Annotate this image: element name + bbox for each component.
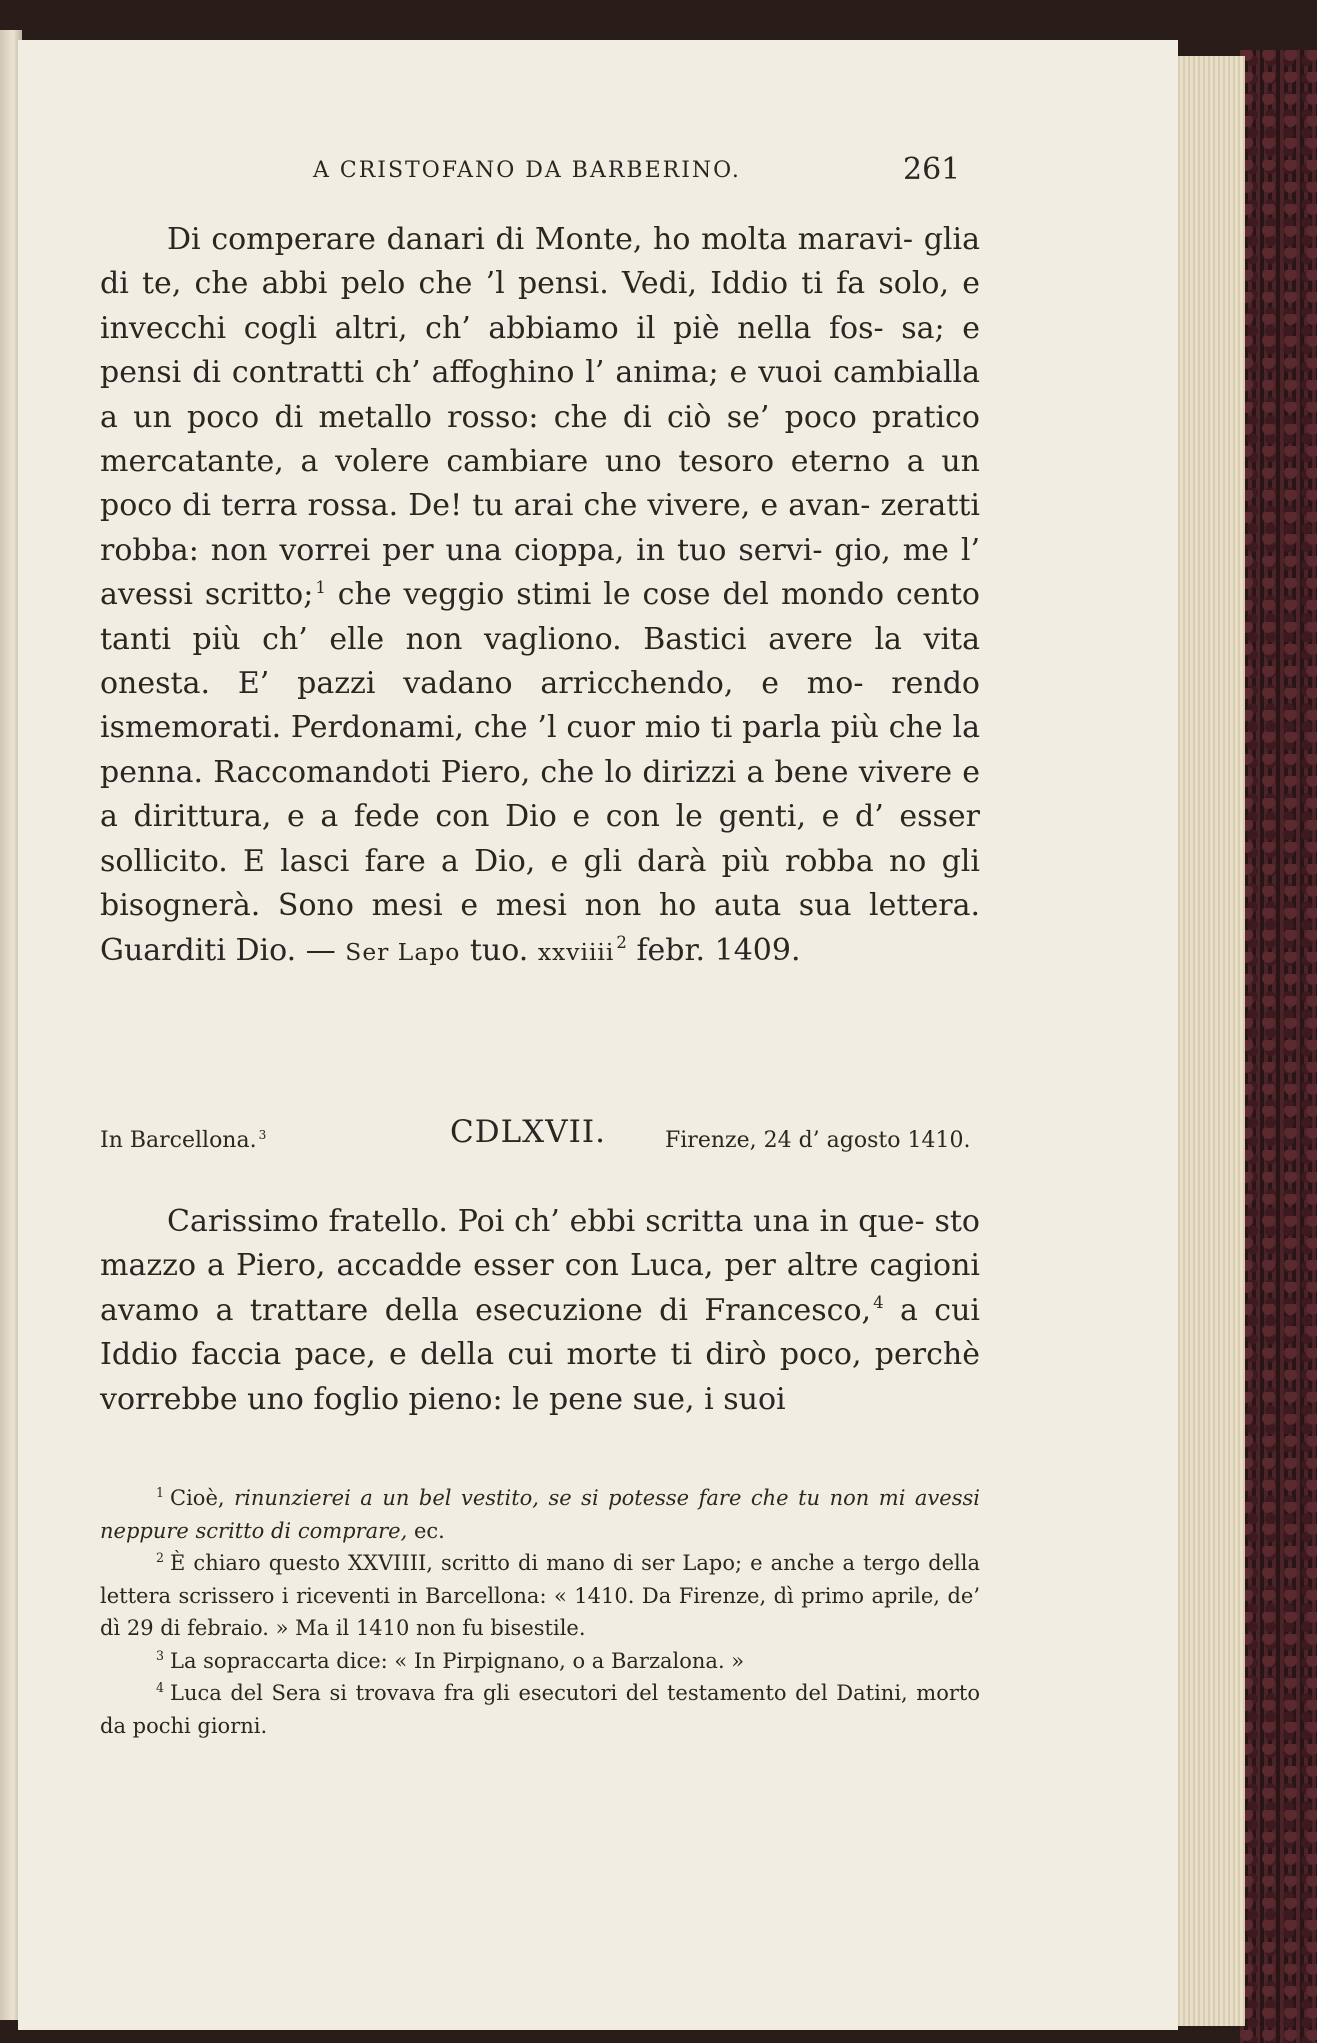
- recipient-place: In Barcellona. $^3$: [100, 1127, 267, 1153]
- roman-date: xxviiii: [537, 937, 615, 966]
- page-number: 261: [903, 152, 961, 187]
- letter-continuation: [100, 218, 980, 974]
- footnote-ref-2: 2: [616, 932, 627, 952]
- paragraph: Carissimo fratello. Poi ch’ ebbi scritta una in que- sto mazzo a Piero, accadde esser con Luca, per altre cagioni avamo a trattare della esecuzione di Francesco, $^4$ a cui Iddio faccia pace, e della cui morte ti dirò poco, perchè vorrebbe uno foglio pieno: le pene sue, i suoi: [100, 1204, 980, 1417]
- letter-date: Firenze, 24 d’ agosto 1410.: [665, 1128, 971, 1153]
- letter-body: [100, 1200, 980, 1422]
- book-page: [18, 40, 1178, 2030]
- letter-number: CDLXVII.: [450, 1114, 606, 1150]
- footnote-4: $^4$ Luca del Sera si trovava fra gli esecutori del testamento del Datini, morto da pochi giorni.: [100, 1680, 980, 1738]
- signature: Ser Lapo: [345, 937, 461, 966]
- footnote-1: $^1$ Cioè, rinunzierei a un bel vestito, se si potesse fare che tu non mi avessi neppure scritto di comprare, ec.: [100, 1485, 980, 1543]
- footnote-3: $^3$ La sopraccarta dice: « In Pirpignano, o a Barzalona. »: [156, 1647, 745, 1673]
- footnote-2: $^2$ È chiaro questo XXVIIII, scritto di mano di ser Lapo; e anche a tergo della lettera scrissero i riceventi in Barcellona: « 1410. Da Firenze, dì primo aprile, de’ dì 29 di febraio. » Ma il 1410 non fu bisestile.: [100, 1550, 980, 1640]
- running-title: A CRISTOFANO DA BARBERINO.: [313, 158, 741, 183]
- book-binding-edge: [1240, 50, 1317, 2043]
- footnote-ref-4: 4: [873, 1293, 884, 1313]
- letter-heading: [100, 1114, 980, 1158]
- footnote-ref-3: 3: [258, 1127, 267, 1142]
- footnote-ref-1: 1: [315, 577, 326, 597]
- running-header: [18, 152, 1178, 198]
- paragraph: Di comperare danari di Monte, ho molta maravi- glia di te, che abbi pelo che ’l pensi. Vedi, Iddio ti fa solo, e invecchi cogli altri, ch’ abbiamo il piè nella fos- sa; e pensi di contratti ch’ affoghino l’ anima; e vuoi cambialla a un poco di metallo rosso: che di ciò se’ poco pratico mercatante, a volere cambiare uno tesoro eterno a un poco di terra rossa. De! tu arai che vivere, e avan- zeratti robba: non vorrei per una cioppa, in tuo servi- gio, me l’ avessi scritto; $^1$ che veggio stimi le cose del mondo cento tanti più ch’ elle non vagliono. Bastici avere la vita onesta. E’ pazzi vadano arricchendo, e mo- rendo ismemorati. Perdonami, che ’l cuor mio ti parla più che la penna. Raccomandoti Piero, che lo dirizzi a bene vivere e a dirittura, e a fede con Dio e con le genti, e d’ esser sollicito. E lasci fare a Dio, e gli darà più robba no gli bisognerà. Sono mesi e mesi non ho auta sua lettera. Guarditi Dio. — Ser Lapo tuo. xxviiii $^2$ febr. 1409.: [100, 222, 981, 968]
- footnotes: [100, 1482, 980, 1742]
